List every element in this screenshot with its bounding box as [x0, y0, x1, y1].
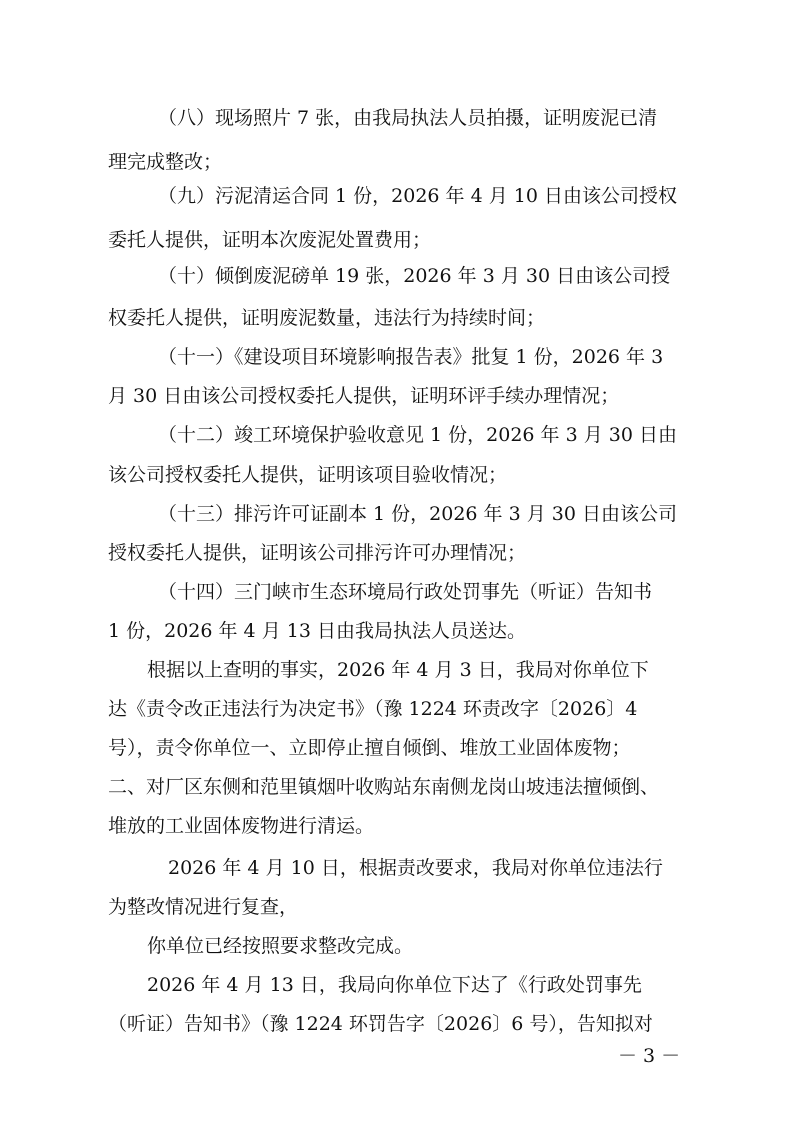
text-line: 达《责令改正违法行为决定书》（豫 1224 环责改字〔2026〕4: [108, 698, 638, 720]
text-line: 二、对厂区东侧和范里镇烟叶收购站东南侧龙岗山坡违法擅倾倒、: [108, 776, 660, 798]
text-line: 该公司授权委托人提供，证明该项目验收情况；: [108, 464, 508, 486]
text-line: 月 30 日由该公司授权委托人提供，证明环评手续办理情况；: [108, 385, 620, 407]
text-line: （十一）《建设项目环境影响报告表》批复 1 份，2026 年 3: [158, 346, 664, 368]
text-line: （十）倾倒废泥磅单 19 张，2026 年 3 月 30 日由该公司授: [158, 265, 671, 287]
text-line: 委托人提供，证明本次废泥处置费用；: [108, 229, 432, 251]
text-line: 1 份，2026 年 4 月 13 日由我局执法人员送达。: [108, 620, 526, 642]
text-line: 理完成整改；: [108, 151, 223, 173]
text-line: 根据以上查明的事实，2026 年 4 月 3 日，我局对你单位下: [147, 659, 649, 681]
text-line: 2026 年 4 月 13 日，我局向你单位下达了《行政处罚事先: [147, 974, 642, 996]
text-line: 权委托人提供，证明废泥数量，违法行为持续时间；: [108, 307, 546, 329]
text-line: 号），责令你单位一、立即停止擅自倾倒、堆放工业固体废物；: [108, 737, 631, 759]
text-line: 你单位已经按照要求整改完成。: [147, 935, 414, 957]
text-line: （十二）竣工环境保护验收意见 1 份，2026 年 3 月 30 日由: [158, 424, 677, 446]
page-number: － 3 －: [618, 1045, 681, 1067]
text-line: （十三）排污许可证副本 1 份，2026 年 3 月 30 日由该公司: [158, 503, 677, 525]
text-line: 为整改情况进行复查，: [108, 896, 299, 918]
text-line: （九）污泥清运合同 1 份，2026 年 4 月 10 日由该公司授权: [158, 185, 677, 207]
text-line: 2026 年 4 月 10 日，根据责改要求，我局对你单位违法行: [168, 857, 663, 879]
text-line: （十四）三门峡市生态环境局行政处罚事先（听证）告知书: [158, 581, 653, 603]
text-line: （八）现场照片 7 张，由我局执法人员拍摄，证明废泥已清: [158, 107, 658, 129]
text-line: 堆放的工业固体废物进行清运。: [108, 815, 375, 837]
text-line: 授权委托人提供，证明该公司排污许可办理情况；: [108, 542, 527, 564]
text-line: （听证）告知书》（豫 1224 环罚告字〔2026〕6 号），告知拟对: [108, 1013, 653, 1035]
